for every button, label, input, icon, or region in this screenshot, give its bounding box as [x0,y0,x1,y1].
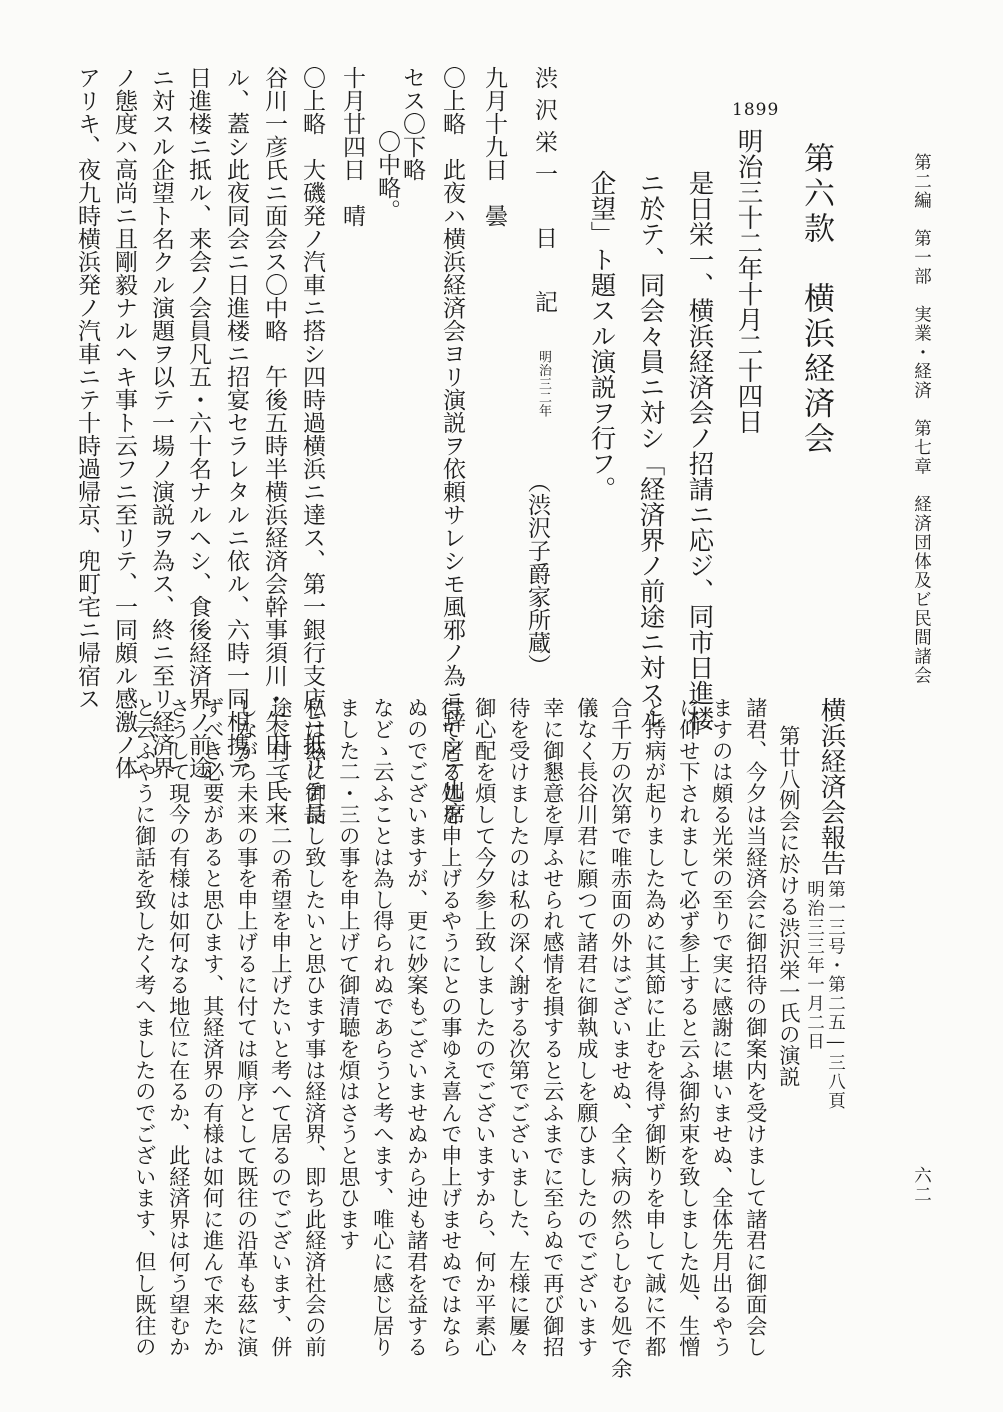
diary-title: 渋沢栄一 日 記 [531,66,557,322]
report-line: と云ふやうに御話を致したく考へましたのでございます、但し既往の [131,697,157,1358]
diary-entry-line: 〇上略 此夜ハ横浜経済会ヨリ演説ヲ依頼サレシモ風邪ノ為ニ辞シテ出席 [439,66,465,825]
diary-entry-line: 九月十九日 曇 [481,66,507,227]
report-line: に仰せ下されまして必ず参上すると云ふ御約束を致しました処、生憎 [675,697,701,1358]
date-heading: 明治三十二年十月二十四日 [733,128,764,434]
date-entry-line: 是日栄一、横浜経済会ノ招請ニ応ジ、同市日進楼 [684,170,715,731]
date-entry-line: 企望」ト題スル演説ヲ行フ。 [586,170,617,502]
report-line: 御心配を煩して今夕参上致しましたのでございますから、何か平素心 [471,697,497,1358]
report-line: と持病が起りました為めに其節に止むを得ず御断りを申して誠に不都 [641,697,667,1358]
diary-entry-line: 日進楼ニ抵ル、来会ノ会員凡五・六十名ナルヘシ、食後経済界ノ前途 [185,66,211,779]
report-line: 途に付て一・二の希望を申上げたいと考へて居るのでございます、併 [267,697,293,1358]
report-line: 幸に御懇意を厚ふせられ感情を損すると云ふまでに至らぬで再び御招 [539,697,565,1358]
report-line: 私は茲に御話し致したいと思ひます事は経済界、即ち此経済社会の前 [301,697,327,1358]
report-line: 諸君、今夕は当経済会に御招待の御案内を受けまして諸君に御面会し [742,697,768,1358]
report-title: 横浜経済会報告 [816,697,847,876]
report-line: ぬのでございますが、更に妙案もございませぬから迚も諸君を益する [403,697,429,1358]
diary-entry-line: ル、蓋シ此夜同会ニ日進楼ニ招宴セラレタルニ依ル、六時一同相携テ [223,66,249,779]
report-subtitle: 第廿八例会に於ける渋沢栄一氏の演説 [775,725,801,1088]
diary-entry-line: セス〇下略 [399,66,425,181]
diary-year: 明治三二年 [536,350,551,418]
report-line: さうして現今の有様は如何なる地位に在るか、此経済界は何う望むか [165,697,191,1358]
page-number: 六二 [911,1166,932,1204]
diary-source: （渋沢子爵家所蔵） [524,470,550,677]
diary-entry-line: 〇上略 大磯発ノ汽車ニ搭シ四時過横浜ニ達ス、第一銀行支店ニ抵リテ長 [299,66,325,825]
report-line: 待を受けましたのは私の深く謝する次第でございました、左様に屢々 [505,697,531,1358]
running-header: 第二編 第一部 実業・経済 第七章 経済団体及ビ民間諸会 [911,153,932,685]
report-line: ずべき必要があると思ひます、其経済界の有様は如何に進んで来たか [199,697,225,1358]
year-arabic: 1899 [732,100,780,120]
report-line: しながら未来の事を申上げるに付ては順序として既往の沿革も茲に演 [233,697,259,1358]
report-date: 明治三三年一月二日 [804,880,825,1051]
report-issue: 第一三号・第二五―三八頁 [825,880,846,1111]
section-title: 第六款 横浜経済会 [798,142,834,457]
diary-entry-line: 十月廿四日 晴 [339,66,365,227]
diary-entry-line: アリキ、夜九時横浜発ノ汽車ニテ十時過帰京、兜町宅ニ帰宿ス [74,66,100,710]
report-line: 合千万の次第で唯赤面の外はございませぬ、全く病の然らしむる処で余 [607,697,633,1379]
diary-entry-line: ノ態度ハ高尚ニ且剛毅ナルヘキ事ト云フニ至リテ、一同頗ル感激ノ体 [111,66,137,779]
report-line: 儀なく長谷川君に願つて諸君に御執成しを願ひましたのでございます [573,697,599,1358]
report-line: ますのは頗る光栄の至りで実に感謝に堪いませぬ、全体先月出るやう [708,697,734,1358]
report-line: ました二・三の事を申上げて御清聴を煩はさうと思ひます [335,697,361,1251]
report-line: などゝ云ふことは為し得られぬであらうと考へます、唯心に感じ居り [369,697,395,1358]
diary-entry-line: 〇中略。 [374,130,400,222]
diary-entry-line: 谷川一彦氏ニ面会ス〇中略 午後五時半横浜経済会幹事須川・矢田二氏来 [261,66,287,825]
date-entry-line: ニ於テ、同会々員ニ対シ「経済界ノ前途ニ対スル [635,170,666,731]
diary-entry-line: ニ対スル企望ト名クル演題ヲ以テ一場ノ演説ヲ為ス、終ニ至リ経済界 [148,66,174,779]
report-line: 得て居る処を申上げるやうにとの事ゆえ喜んで申上げませぬではなら [437,697,463,1358]
